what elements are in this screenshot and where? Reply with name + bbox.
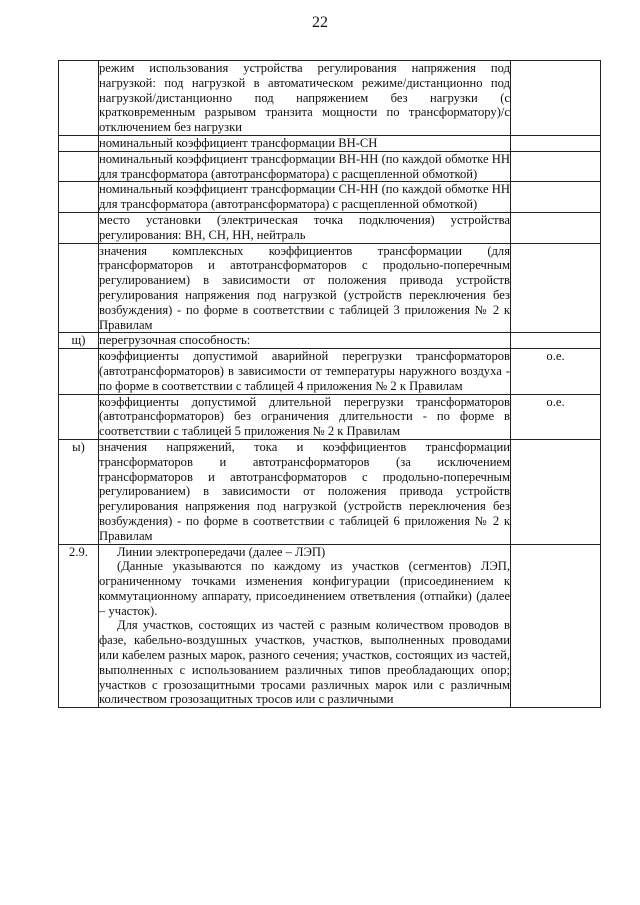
row-paragraph: Для участков, состоящих из частей с разным количеством проводов в фазе, кабельно-воздушных участков, участков, выполненных проводами или кабелем разных марок, разного сечения; участков, состоящих из частей, выполненных с использованием различных типов преобладающих опор; участков с грозозащитными тросами различных марок или с различным количеством грозозащитных тросов или с различными bbox=[99, 618, 510, 707]
row-unit-cell bbox=[511, 439, 601, 544]
table-row bbox=[59, 135, 601, 151]
table-row bbox=[59, 243, 601, 333]
row-text-cell bbox=[99, 61, 511, 136]
row-number-cell: 2.9. bbox=[59, 544, 99, 708]
row-paragraph: место установки (электрическая точка подключения) устройства регулирования: ВН, СН, НН, нейтраль bbox=[99, 212, 510, 242]
row-paragraph: перегрузочная способность: bbox=[99, 333, 251, 348]
row-unit-cell bbox=[511, 243, 601, 333]
row-text-cell bbox=[99, 243, 511, 333]
row-unit-cell bbox=[511, 544, 601, 708]
page-number: 22 bbox=[312, 14, 328, 31]
row-paragraph: коэффициенты допустимой аварийной перегрузки трансформаторов (автотрансформаторов) в зависимости от температуры наружного воздуха - по форме в соответствии с таблицей 4 приложения № 2 к Правилам bbox=[99, 349, 510, 393]
row-unit-cell bbox=[511, 182, 601, 213]
row-paragraph: Линии электропередачи (далее – ЛЭП) bbox=[117, 544, 326, 559]
table-row bbox=[59, 394, 601, 439]
row-text-cell bbox=[99, 439, 511, 544]
row-unit-cell bbox=[511, 135, 601, 151]
row-paragraph: режим использования устройства регулирования напряжения под нагрузкой: под нагрузкой в автоматическом режиме/дистанционно под нагрузкой/дистанционно под напряжением без нагрузки (с кратковременным разрывом транзита мощности по трансформатору)/с отключением без нагрузки bbox=[99, 61, 510, 135]
row-paragraph: номинальный коэффициент трансформации ВН-НН (по каждой обмотке НН для трансформатора (автотрансформатора) с расщепленной обмоткой) bbox=[99, 151, 510, 181]
row-unit-cell bbox=[511, 333, 601, 349]
row-text-cell bbox=[99, 135, 511, 151]
row-number-cell: щ) bbox=[59, 333, 99, 349]
row-unit-cell bbox=[511, 61, 601, 136]
table-row bbox=[59, 61, 601, 136]
row-paragraph: (Данные указываются по каждому из участков (сегментов) ЛЭП, ограниченному точками изменения конфигурации (присоединением к коммутационному аппарату, присоединением ответвления (отпайки) (далее – участок). bbox=[99, 559, 510, 618]
document-table bbox=[58, 60, 601, 708]
row-text-cell bbox=[99, 333, 511, 349]
row-number-cell: ы) bbox=[59, 439, 99, 544]
row-number-cell bbox=[59, 151, 99, 182]
table-row bbox=[59, 151, 601, 182]
table-row bbox=[59, 212, 601, 243]
row-text-cell bbox=[99, 544, 511, 708]
row-number-cell bbox=[59, 394, 99, 439]
row-number-cell bbox=[59, 349, 99, 394]
table-row bbox=[59, 349, 601, 394]
row-number-cell bbox=[59, 135, 99, 151]
row-unit-cell: о.е. bbox=[511, 349, 601, 394]
row-text-cell bbox=[99, 349, 511, 394]
row-unit-cell: о.е. bbox=[511, 394, 601, 439]
table-row bbox=[59, 182, 601, 213]
row-number-cell bbox=[59, 182, 99, 213]
table-row bbox=[59, 333, 601, 349]
row-paragraph: значения комплексных коэффициентов трансформации (для трансформаторов и автотрансформаторов с продольно-поперечным регулированием) в зависимости от положения привода устройств регулирования напряжения под нагрузкой (устройств переключения без возбуждения) - по форме в соответствии с таблицей 3 приложения № 2 к Правилам bbox=[99, 243, 510, 332]
row-paragraph: коэффициенты допустимой длительной перегрузки трансформаторов (автотрансформаторов) без ограничения длительности - по форме в соответствии с таблицей 5 приложения № 2 к Правилам bbox=[99, 394, 510, 439]
table-row bbox=[59, 439, 601, 544]
row-number-cell bbox=[59, 243, 99, 333]
table-row bbox=[59, 544, 601, 708]
row-paragraph: значения напряжений, тока и коэффициентов трансформации трансформаторов и автотрансформаторов (за исключением трансформаторов и автотрансформаторов с продольно-поперечным регулированием) в зависимости от положения привода устройств регулирования напряжения под нагрузкой (устройств переключения без возбуждения) - по форме в соответствии с таблицей 6 приложения № 2 к Правилам bbox=[99, 439, 510, 543]
row-text-cell bbox=[99, 394, 511, 439]
row-number-cell bbox=[59, 61, 99, 136]
row-unit-cell bbox=[511, 212, 601, 243]
row-number-cell bbox=[59, 212, 99, 243]
row-text-cell bbox=[99, 182, 511, 213]
row-unit-cell bbox=[511, 151, 601, 182]
row-text-cell bbox=[99, 212, 511, 243]
row-text-cell bbox=[99, 151, 511, 182]
row-paragraph: номинальный коэффициент трансформации СН-НН (по каждой обмотке НН для трансформатора (автотрансформатора) с расщепленной обмоткой) bbox=[99, 182, 510, 212]
row-paragraph: номинальный коэффициент трансформации ВН-СН bbox=[99, 135, 378, 150]
